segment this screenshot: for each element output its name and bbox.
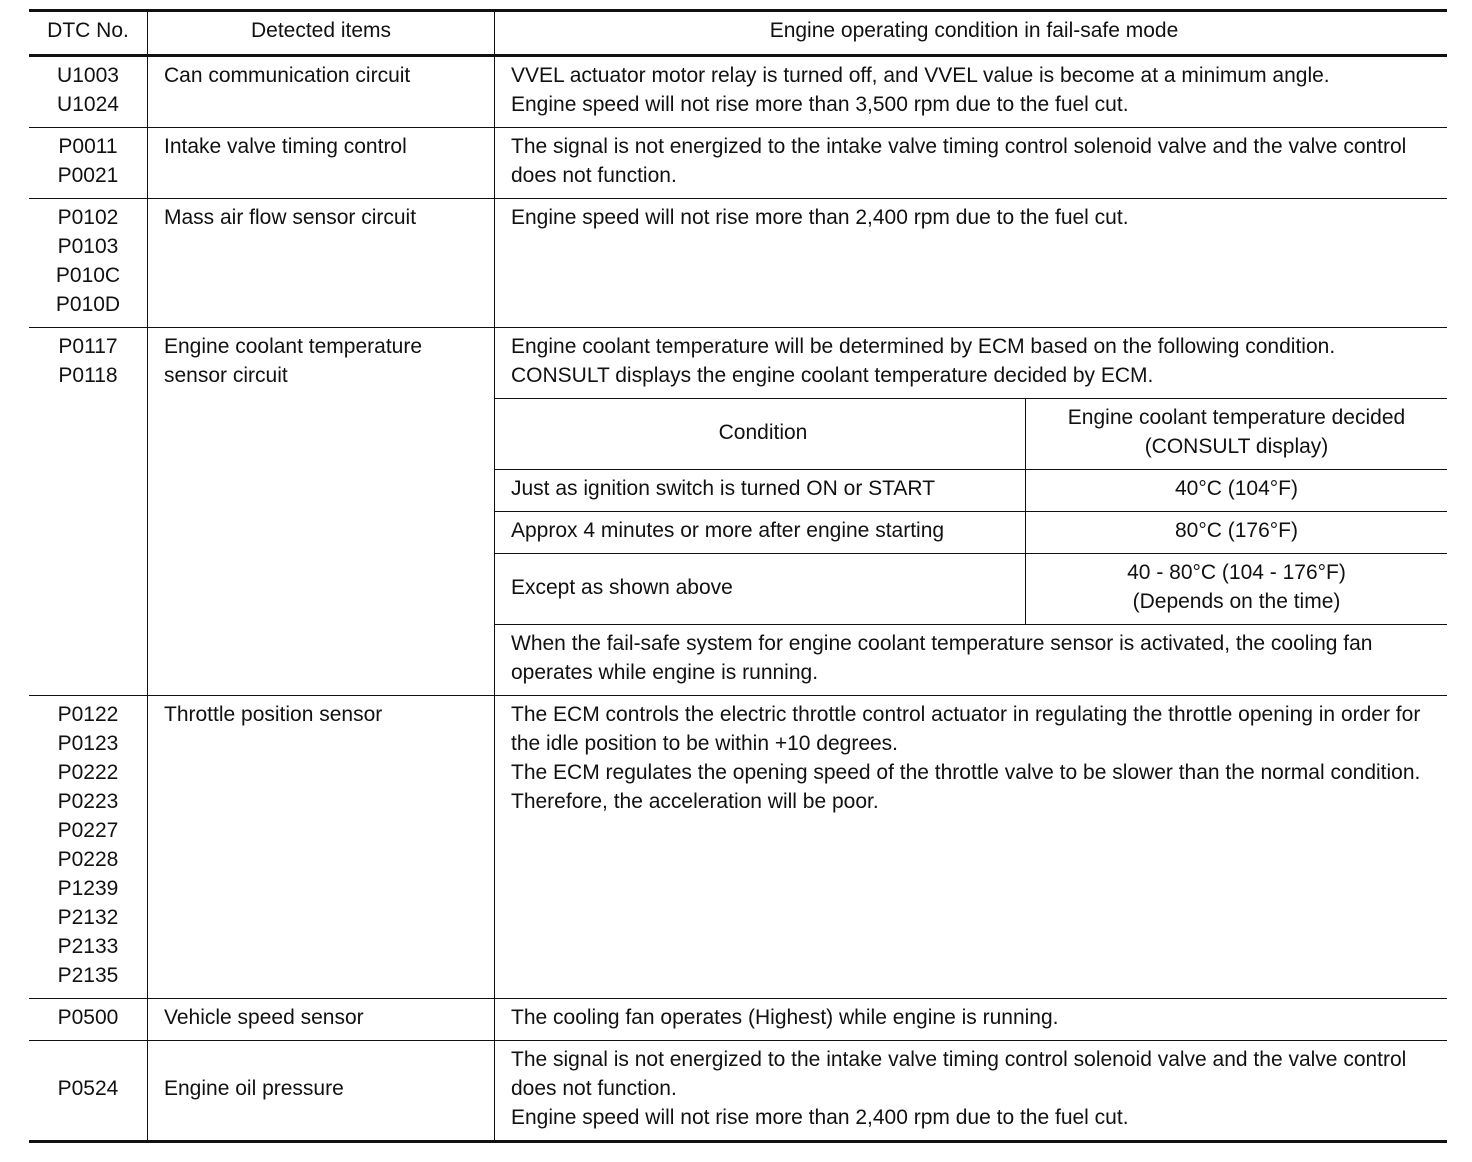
table-header-row [29,11,1447,56]
dtc-cell [29,128,148,199]
subtable-condition: Except as shown above [495,554,1026,625]
subtable-header-temp-line1: Engine coolant temperature decided [1067,406,1406,429]
dtc-code: P0524 [57,1077,119,1100]
condition-line: Engine speed will not rise more than 3,500 rpm due to the fuel cut. [511,93,1129,116]
dtc-code: P0102 [57,206,119,229]
condition-line: The ECM regulates the opening speed of the throttle valve to be slower than the normal condition. [511,761,1421,784]
detected-item: Can communication circuit [148,56,495,128]
condition-line: The signal is not energized to the intake valve timing control solenoid valve and the valve control does not function. [511,135,1407,187]
dtc-code: P0011 [58,135,118,158]
condition-line: The ECM controls the electric throttle control actuator in regulating the throttle opening in order for the idle position to be within +10 degrees. [511,703,1421,755]
detected-item: Engine coolant temperature sensor circuit [148,328,495,696]
condition-intro [495,328,1447,398]
table-row [29,1041,1447,1142]
subtable-row [495,512,1447,554]
dtc-code: P0123 [57,732,119,755]
table-row [29,696,1447,999]
dtc-code: U1024 [57,93,119,116]
condition-line: Engine speed will not rise more than 2,400 rpm due to the fuel cut. [511,206,1129,229]
condition-line: Engine speed will not rise more than 2,400 rpm due to the fuel cut. [511,1106,1129,1129]
dtc-code: P0118 [58,364,118,387]
subtable-condition: Approx 4 minutes or more after engine starting [495,512,1026,554]
dtc-code: P0228 [57,848,119,871]
detected-item: Intake valve timing control [148,128,495,199]
subtable-header-row [495,399,1447,470]
subtable-condition: Just as ignition switch is turned ON or START [495,470,1026,512]
dtc-code: P2135 [57,964,119,987]
dtc-code: P0103 [57,235,119,258]
dtc-code: U1003 [57,64,119,87]
subtable-temp [1026,554,1448,625]
table-row [29,199,1447,328]
condition-cell [495,696,1448,999]
dtc-cell [29,56,148,128]
subtable-temp-line1: 40 - 80°C (104 - 176°F) [1127,561,1346,584]
header-detected-items: Detected items [148,11,495,56]
subtable-temp: 40°C (104°F) [1026,470,1448,512]
condition-line: Engine coolant temperature will be determined by ECM based on the following condition. [511,335,1336,358]
dtc-cell [29,328,148,696]
detected-item: Throttle position sensor [148,696,495,999]
detected-item: Vehicle speed sensor [148,999,495,1041]
condition-cell [495,1041,1448,1142]
condition-line: The cooling fan operates (Highest) while engine is running. [511,1006,1059,1029]
subtable-header-temp-line2: (CONSULT display) [1144,435,1329,458]
condition-cell [495,999,1448,1041]
dtc-cell [29,1041,148,1142]
dtc-code: P1239 [57,877,119,900]
table-row [29,128,1447,199]
condition-cell [495,328,1448,696]
dtc-code: P0117 [58,335,118,358]
dtc-cell [29,999,148,1041]
dtc-code: P2132 [57,906,119,929]
header-dtc: DTC No. [29,11,148,56]
subtable-header-temp [1026,399,1448,470]
subtable-temp: 80°C (176°F) [1026,512,1448,554]
dtc-code: P0223 [57,790,119,813]
condition-cell [495,199,1448,328]
dtc-code: P0122 [57,703,119,726]
header-condition: Engine operating condition in fail-safe mode [495,11,1448,56]
subtable-row [495,470,1447,512]
detected-item: Mass air flow sensor circuit [148,199,495,328]
condition-cell [495,56,1448,128]
dtc-cell [29,199,148,328]
table-row [29,999,1447,1041]
dtc-code: P0021 [57,164,119,187]
dtc-cell [29,696,148,999]
condition-cell [495,128,1448,199]
table-row [29,56,1447,128]
coolant-temp-subtable [495,398,1447,695]
condition-line: CONSULT displays the engine coolant temperature decided by ECM. [511,364,1154,387]
fail-safe-table [29,9,1447,1143]
condition-line: The signal is not energized to the intake valve timing control solenoid valve and the valve control does not function. [511,1048,1407,1100]
subtable-row [495,554,1447,625]
dtc-code: P2133 [57,935,119,958]
subtable-header-condition: Condition [495,399,1026,470]
fail-safe-note: When the fail-safe system for engine coolant temperature sensor is activated, the cooling fan operates while engine is running. [495,625,1447,696]
condition-line: VVEL actuator motor relay is turned off, and VVEL value is become at a minimum angle. [511,64,1330,87]
subtable-temp-line2: (Depends on the time) [1132,590,1341,613]
dtc-code: P010D [55,293,121,316]
table-row [29,328,1447,696]
dtc-code: P0500 [57,1006,119,1029]
dtc-code: P0222 [57,761,119,784]
subtable-note-row [495,625,1447,696]
dtc-code: P0227 [57,819,119,842]
condition-line: Therefore, the acceleration will be poor. [511,790,879,813]
dtc-code: P010C [55,264,121,287]
detected-item: Engine oil pressure [148,1041,495,1142]
